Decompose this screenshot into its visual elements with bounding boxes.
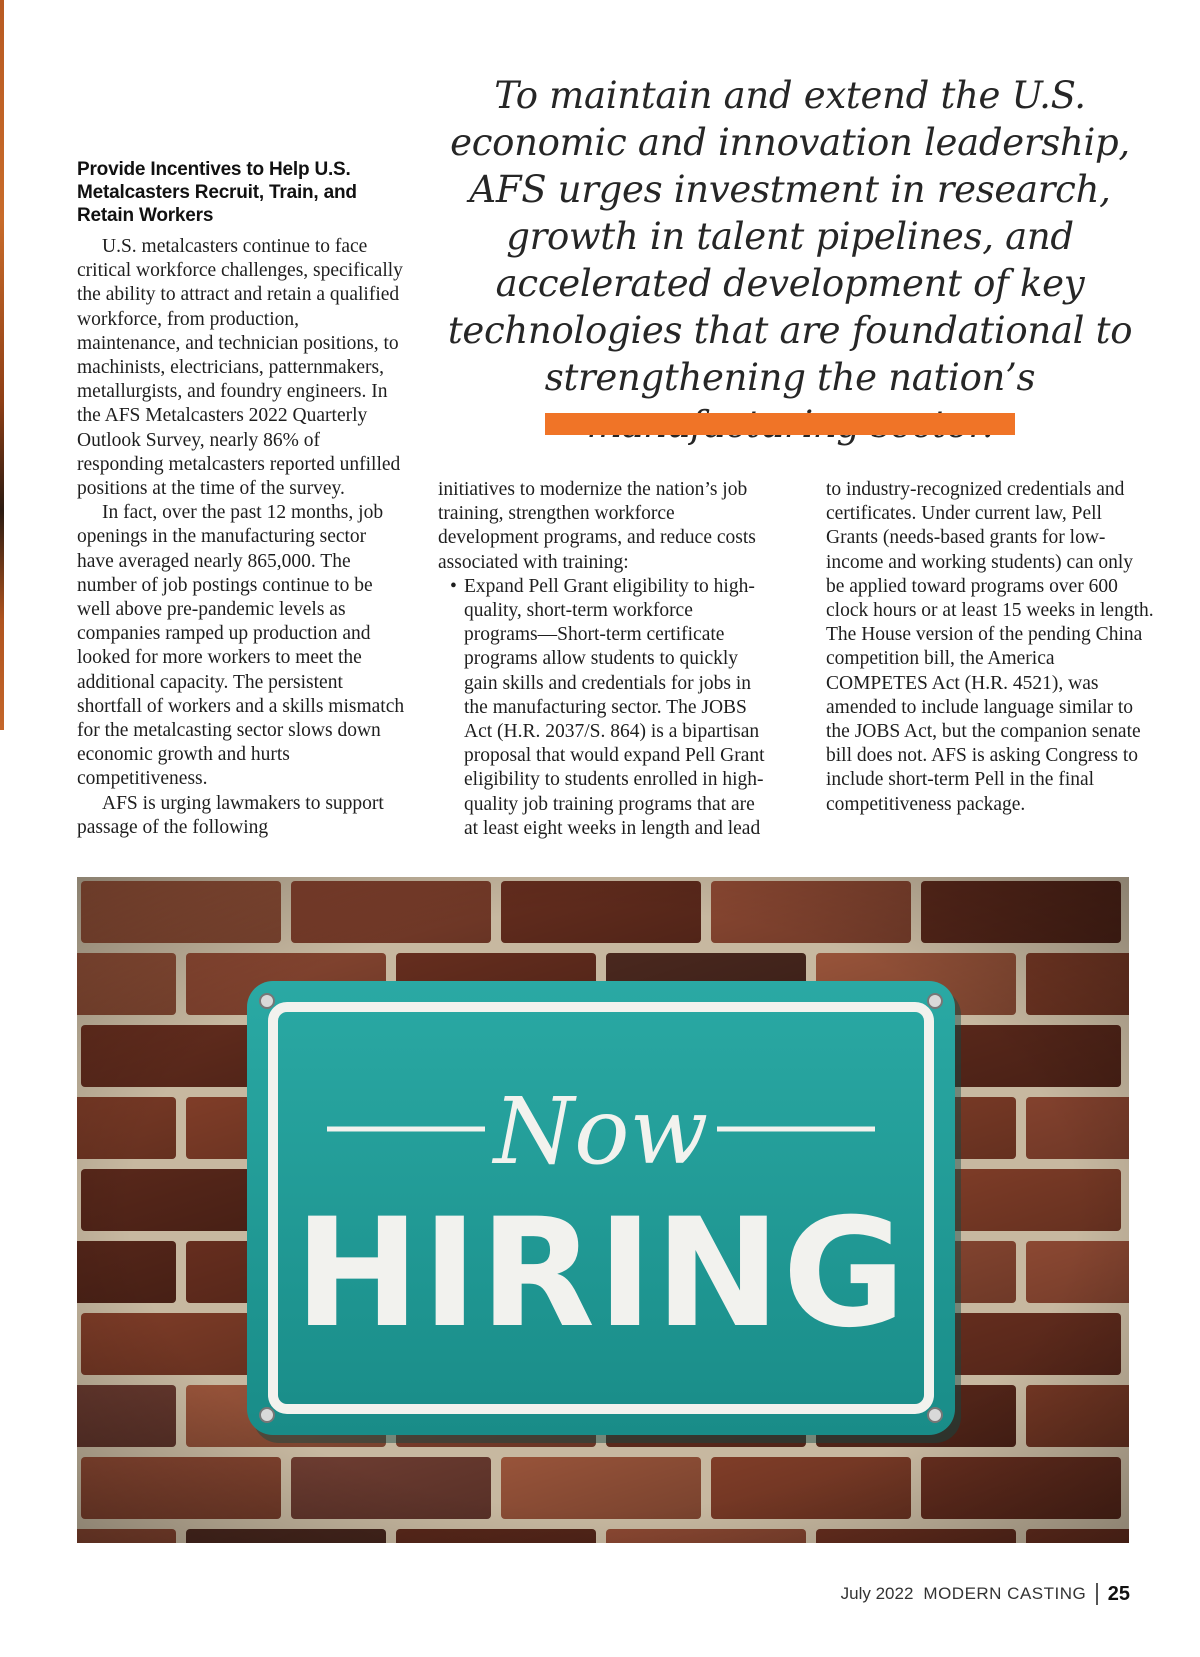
page-edge-strip xyxy=(0,0,4,730)
screw-icon xyxy=(260,1408,274,1422)
screw-icon xyxy=(260,994,274,1008)
article-column-1 xyxy=(77,158,407,840)
pull-quote: To maintain and extend the U.S. economic and innovation leadership, AFS urges investment in research, growth in talent pipelines, and accelerated development of key technologies that are foundational to strengthening the nation’s xyxy=(447,74,1133,399)
body-paragraph: U.S. metalcasters continue to face critical workforce challenges, specifically the ability to attract and retain a qualified workforce, from production, maintenance, and technician positions, to machinists, electricians, patternmakers, metallurgists, and foundry engineers. In the AFS Metalcasters 2022 Quarterly Outlook Survey, nearly 86% of responding metalcasters reported unfilled positions at the time of the survey. xyxy=(77,236,403,500)
bullet-glyph: • xyxy=(450,575,457,597)
sign-now-text: Now xyxy=(493,1078,709,1185)
footer-divider xyxy=(1096,1583,1098,1605)
hiring-sign xyxy=(247,981,961,1443)
article-column-3 xyxy=(826,478,1156,817)
bullet-text: Expand Pell Grant eligibility to high-quality, short-term workforce programs—Short-term certificate programs allow students to quickly gain skills and credentials for jobs in the manufacturing sector. The JOBS Act (H.R. 2037/S. 864) is a bipartisan proposal that would expand Pell Grant eligibility to students enrolled in high-quality job training programs that are at least eight weeks in length and lead xyxy=(464,575,765,839)
now-hiring-photo xyxy=(77,877,1129,1543)
bullet-item xyxy=(450,575,768,841)
article-column-2 xyxy=(438,478,768,841)
screw-icon xyxy=(928,994,942,1008)
body-paragraph: initiatives to modernize the nation’s job training, strengthen workforce development programs, and reduce costs associated with training: xyxy=(438,479,756,573)
screw-icon xyxy=(928,1408,942,1422)
now-hiring-illustration xyxy=(77,877,1129,1543)
body-paragraph: In fact, over the past 12 months, job openings in the manufacturing sector have averaged nearly 865,000. The number of job postings continue to be well above pre-pandemic levels as companies ramped up production and looked for more workers to meet the additional capacity. The persistent shortfall of workers and a skills mismatch for the metalcasting sector slows down economic growth and hurts competitiveness. xyxy=(77,502,405,790)
footer-magazine-name: MODERN CASTING xyxy=(923,1584,1087,1603)
body-paragraph: to industry-recognized credentials and certificates. Under current law, Pell Grants (needs-based grants for low-income and working students) can only be applied toward programs over 600 clock hours or at least 15 weeks in length. The House version of the pending China competition bill, the America COMPETES Act (H.R. 4521), was amended to include language similar to the JOBS Act, but the companion senate bill does not. AFS is asking Congress to include short-term Pell in the final competitiveness package. xyxy=(826,479,1154,815)
footer-date: July 2022 xyxy=(840,1584,914,1603)
section-heading: Provide Incentives to Help U.S. Metalcasters Recruit, Train, and Retain Workers xyxy=(77,159,357,226)
page-footer xyxy=(841,1582,1130,1606)
pull-quote-accent-rule xyxy=(545,413,1015,435)
sign-hiring-text: HIRING xyxy=(294,1187,908,1361)
page-number: 25 xyxy=(1107,1582,1130,1605)
body-paragraph: AFS is urging lawmakers to support passage of the following xyxy=(77,792,384,838)
